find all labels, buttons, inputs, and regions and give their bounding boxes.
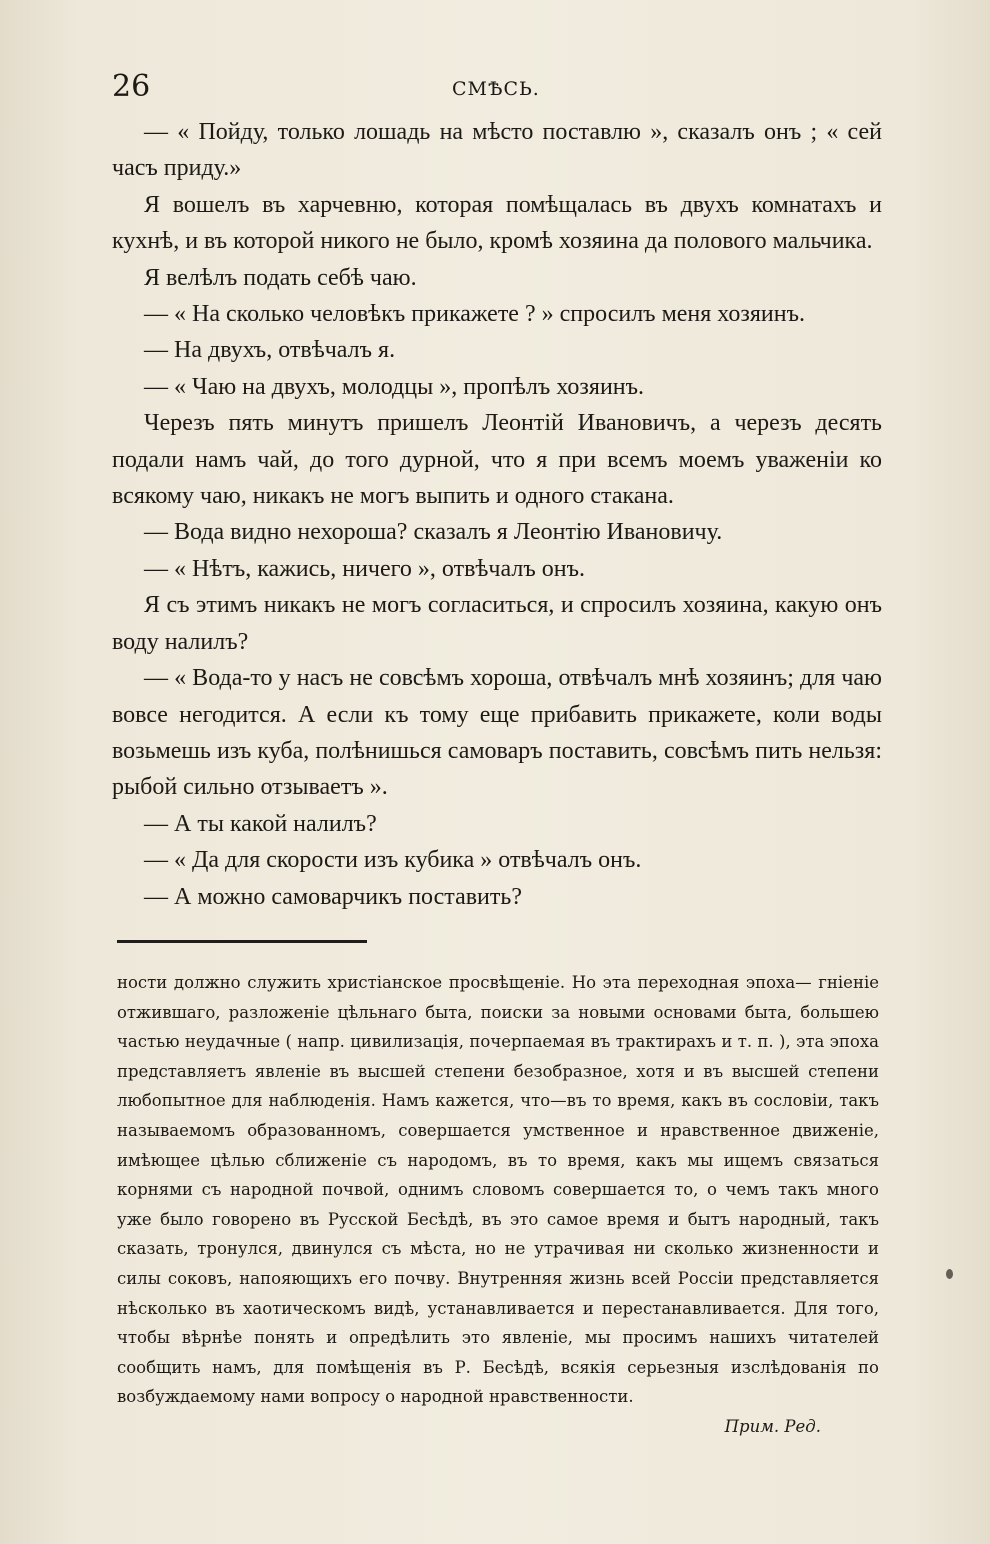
running-head: СМѢСЬ. (452, 78, 540, 100)
ink-speck (946, 1269, 953, 1279)
page-header (112, 69, 892, 112)
paragraph: — « Вода-то у насъ не совсѣмъ хороша, отвѣчалъ мнѣ хозяинъ; для чаю вовсе негодится. А если къ тому еще прибавить прикажете, коли воды возьмешь изъ куба, полѣнишься самоваръ поставить, совсѣмъ пить нельзя: рыбой сильно отзываетъ ». (112, 665, 882, 801)
paragraph: Я вошелъ въ харчевню, которая помѣщалась въ двухъ комнатахъ и кухнѣ, и въ которой никого не было, кромѣ хозяина да полового мальчика. (112, 191, 882, 255)
paragraph: Я съ этимъ никакъ не могъ согласиться, и спросилъ хозяина, какую онъ воду налилъ? (112, 592, 882, 655)
paragraph: — « Пойду, только лошадь на мѣсто поставлю », сказалъ онъ ; « сей часъ приду.» (112, 119, 882, 182)
footnote-signature: Прим. Ред. (724, 1416, 821, 1436)
paragraph: — « Чаю на двухъ, молодцы », пропѣлъ хозяинъ. (144, 373, 645, 400)
footnote-text: ности должно служить христіанское просвѣщеніе. Но эта переходная эпоха— гніеніе отжившаго, разложеніе цѣльнаго быта, поиски за новыми основами быта, большею частью неудачные ( напр. цивилизація, почерпаемая въ трактирахъ и т. п. ), эта эпоха представляетъ явленіе въ высшей степени безобразное, хотя и въ высшей степени любопытное для наблюденія. Намъ кажется, что—въ то время, какъ въ сословіи, такъ называемомъ образованномъ, совершается умственное и нравственное движеніе, имѣющее цѣлью сближеніе съ народомъ, въ то время, какъ мы ищемъ связаться корнями съ народной почвой, однимъ словомъ совершается то, о чемъ такъ много уже было говорено въ Русской Бесѣдѣ, въ это самое время и бытъ народный, такъ сказать, тронулся, двинулся съ мѣста, но не утрачивая ни сколько жизненности и силы соковъ, напояющихъ его почву. Внутренняя жизнь всей Россіи представляется нѣсколько въ хаотическомъ видѣ, устанавливается и перестанавливается. Для того, чтобы вѣрнѣе понять и опредѣлить это явленіе, мы просимъ нашихъ читателей сообщить намъ, для помѣщенія въ Р. Бесѣдѣ, всякія серьезныя изслѣдованія по возбуждаемому нами вопросу о народной нравственности. (117, 973, 879, 1407)
footnote (117, 968, 879, 1442)
footnote-divider (117, 940, 367, 943)
paragraph: — На двухъ, отвѣчалъ я. (144, 337, 396, 364)
paragraph: — « Нѣтъ, кажись, ничего », отвѣчалъ онъ. (144, 555, 585, 582)
paragraph: — « Да для скорости изъ кубика » отвѣчалъ онъ. (144, 847, 642, 874)
page-number: 26 (112, 69, 151, 104)
paragraph: — Вода видно нехороша? сказалъ я Леонтію Ивановичу. (144, 519, 723, 546)
paragraph: — « На сколько человѣкъ прикажете ? » спросилъ меня хозяинъ. (144, 301, 806, 328)
main-text (112, 114, 882, 915)
paragraph: — А ты какой налилъ? (144, 810, 377, 837)
paragraph: Черезъ пять минутъ пришелъ Леонтій Ивановичъ, а черезъ десять подали намъ чай, до того дурной, что я при всемъ моемъ уваженіи ко всякому чаю, никакъ не могъ выпить и одного стакана. (112, 410, 882, 510)
paragraph: Я велѣлъ подать себѣ чаю. (144, 264, 417, 291)
paragraph: — А можно самоварчикъ поставить? (144, 883, 522, 910)
